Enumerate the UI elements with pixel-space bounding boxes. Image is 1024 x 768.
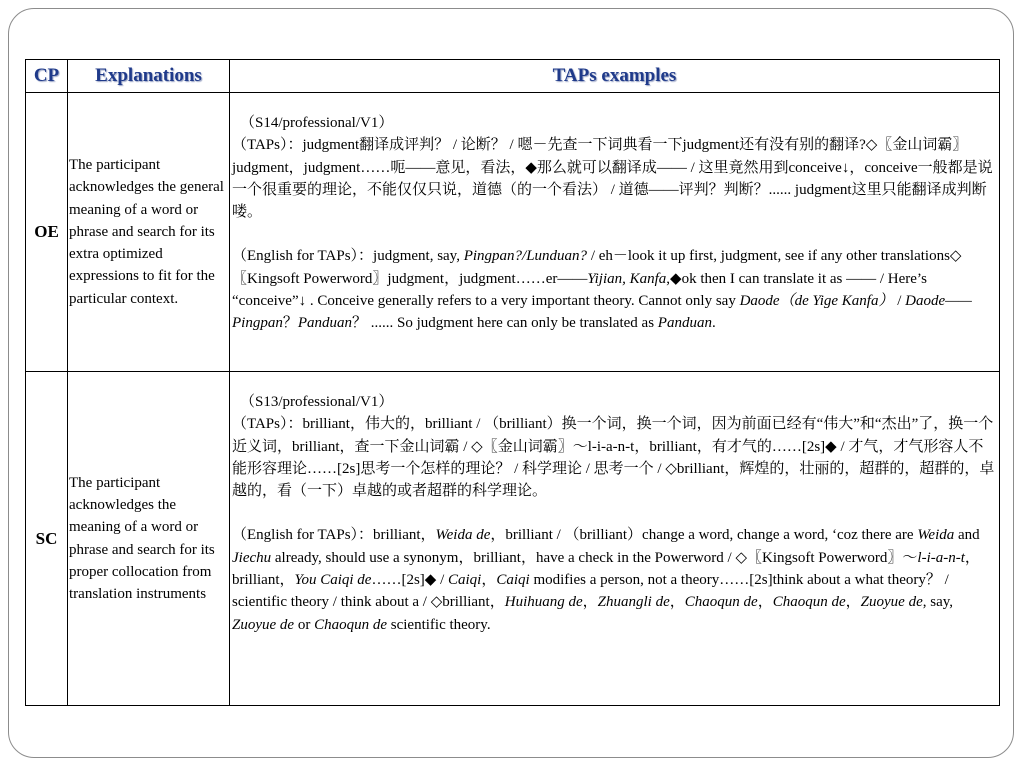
taps-cn-text: （TAPs）：judgment翻译成评判？ / 论断？ / 嗯－先查一下词典看一下judgment还有没有别的翻译?◇〖金山词霸〗judgment，judgment……呃——意见，看法，◆那么就可以翻译成—— / 这里竟然用到conceive↓，conceive一般都是说一个很重要的理论，不能仅仅只说，道德（的一个看法） / 道德——评判？判断？...... judgment这里只能翻译成判断喽。 <box>232 137 993 221</box>
taps-en-text: . <box>711 315 716 332</box>
taps-cn-paragraph <box>232 391 997 502</box>
header-taps-examples: TAPs examples <box>230 60 1000 93</box>
taps-en-text: / <box>893 293 906 310</box>
taps-example-oe <box>230 93 1000 372</box>
pinyin-term: Zuoyue de <box>232 616 295 633</box>
table-row-oe <box>26 93 1000 372</box>
pinyin-term: Panduan <box>657 315 712 332</box>
pinyin-term: Jiechu <box>232 549 272 566</box>
taps-en-paragraph <box>232 524 997 635</box>
table-row-sc <box>26 372 1000 706</box>
taps-en-text: , say, <box>922 594 954 611</box>
taps-en-text: ？ <box>282 315 298 332</box>
taps-en-text: already, should use a synonym，brilliant，have a check in the Powerword / ◇〖Kingsoft Powerword〗～ <box>271 549 918 566</box>
source-label: （S14/professional/V1） <box>240 115 394 131</box>
pinyin-term: Zhuangli de <box>597 594 670 611</box>
explanation-sc: The participant acknowledges the meaning of a word or phrase and search for its proper collocation from translation instruments <box>68 372 230 706</box>
taps-en-text: ？ ...... So judgment here can only be translated as <box>352 315 658 332</box>
pinyin-term: Weida de <box>435 527 491 544</box>
taps-en-text: ,◆ok then I can translate it as —— / Here’s “conceive”↓ . Conceive generally refers to a very important theory. Cannot only say <box>232 270 927 310</box>
header-row <box>26 60 1000 93</box>
taps-en-text: ，brilliant， <box>232 549 980 589</box>
pinyin-term: Chaoqun de <box>772 594 846 611</box>
pinyin-term: Daode——Pingpan <box>232 293 972 332</box>
pinyin-term: Daode（de Yige Kanfa） <box>739 293 894 310</box>
taps-en-text: / eh－look it up first, judgment, see if any other translations◇〖Kingsoft Powerword〗judgment，judgment……er—— <box>232 248 962 287</box>
pinyin-term: Pingpan?/Lunduan? <box>463 248 588 265</box>
taps-cn-paragraph <box>232 112 997 223</box>
taps-en-text: and <box>954 527 980 544</box>
pinyin-term: Weida <box>917 527 955 544</box>
taps-en-text: or <box>294 616 315 633</box>
pinyin-term: Yijian, Kanfa <box>587 270 667 287</box>
pinyin-term: Chaoqun de <box>314 616 387 633</box>
taps-en-text: ， <box>757 594 773 611</box>
taps-en-text: ， <box>582 594 598 611</box>
taps-en-text: （English for TAPs）：judgment, say, <box>232 248 464 265</box>
taps-en-text: ， <box>845 594 861 611</box>
taps-en-text: modifies a person, not a theory……[2s]think about a what theory？ / scientific theory / think about a / ◇brilliant， <box>232 572 949 611</box>
taps-en-text: ……[2s]◆ / <box>371 572 448 589</box>
cp-code-oe: OE <box>26 93 68 372</box>
taps-cn-text: （TAPs）：brilliant，伟大的，brilliant / （brilliant）换一个词，换一个词，因为前面已经有“伟大”和“杰出”了，换一个近义词，brilliant，查一下金山词霸 / ◇〖金山词霸〗～l-i-a-n-t，brilliant，有才气的……[2s]◆ / 才气，才气形容人不能形容理论……[2s]思考一个怎样的理论？ / 科学理论 / 思考一个 / ◇brilliant，辉煌的，壮丽的，超群的，超群的，卓越的，看（一下）卓越的或者超群的科学理论。 <box>232 416 995 500</box>
source-label: （S13/professional/V1） <box>240 394 394 410</box>
header-explanations: Explanations <box>68 60 230 93</box>
taps-en-text: ， <box>481 572 497 589</box>
pinyin-term: You Caiqi de <box>294 572 372 589</box>
cp-code-sc: SC <box>26 372 68 706</box>
pinyin-term: l-i-a-n-t <box>917 549 965 566</box>
pinyin-term: Caiqi <box>448 572 482 589</box>
taps-en-paragraph <box>232 245 997 334</box>
taps-en-text: scientific theory. <box>387 616 491 633</box>
taps-en-text: （English for TAPs）：brilliant， <box>232 527 436 544</box>
pinyin-term: Huihuang de <box>504 594 583 611</box>
pinyin-term: Caiqi <box>496 572 530 589</box>
header-cp: CP <box>26 60 68 93</box>
pinyin-term: Zuoyue de <box>860 594 923 611</box>
pinyin-term: Panduan <box>297 315 353 332</box>
pinyin-term: Chaoqun de <box>684 594 758 611</box>
taps-example-sc <box>230 372 1000 706</box>
explanation-oe: The participant acknowledges the general meaning of a word or phrase and search for its extra optimized expressions to fit for the particular context. <box>68 93 230 372</box>
taps-en-text: ， <box>669 594 685 611</box>
taps-table <box>25 59 1000 706</box>
taps-en-text: ，brilliant / （brilliant）change a word, change a word, ‘coz there are <box>490 527 918 544</box>
